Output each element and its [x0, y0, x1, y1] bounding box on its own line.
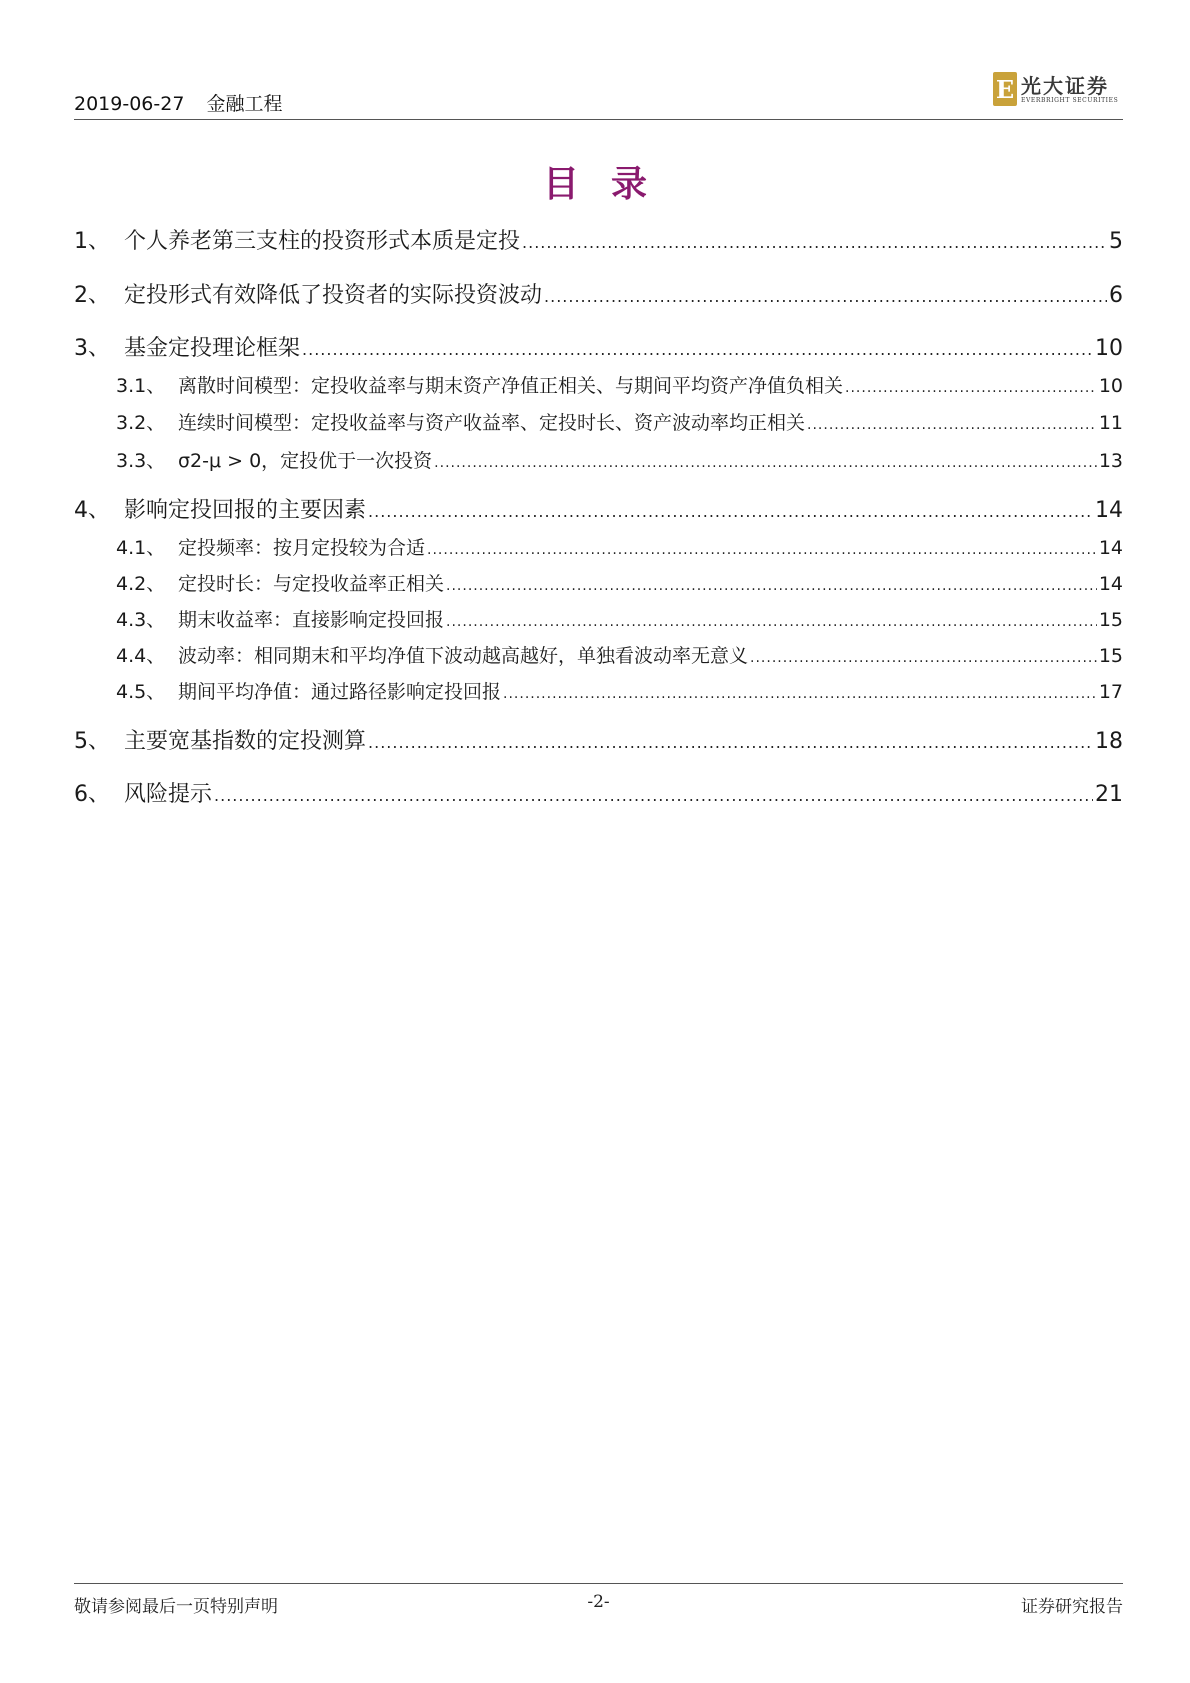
toc-text: 期间平均净值：通过路径影响定投回报: [178, 681, 502, 703]
toc-number: 3.1、: [116, 375, 166, 397]
toc-leader: [503, 686, 1097, 702]
toc-page-number: 13: [1098, 450, 1123, 472]
toc-number: 4.2、: [116, 573, 166, 595]
toc-leader: [302, 340, 1093, 359]
toc-leader: [522, 233, 1107, 252]
toc-text: 影响定投回报的主要因素: [124, 498, 367, 523]
toc-text: σ2-μ > 0，定投优于一次投资: [178, 450, 433, 472]
toc-entry-4-3[interactable]: [74, 605, 1123, 632]
footer-disclaimer: 敬请参阅最后一页特别声明: [74, 1597, 278, 1617]
toc-entry-3-3[interactable]: [74, 446, 1123, 473]
toc-number: 4.1、: [116, 537, 166, 559]
toc-number: 1、: [74, 229, 110, 254]
toc-page-number: 14: [1098, 537, 1123, 559]
header-divider: [74, 119, 1123, 120]
toc-page-number: 15: [1098, 645, 1123, 667]
toc-title: 目录: [542, 163, 679, 205]
toc-leader: [750, 650, 1097, 666]
svg-text:E: E: [995, 75, 1015, 104]
page-header: [74, 72, 1123, 120]
toc-text: 定投时长：与定投收益率正相关: [178, 573, 445, 595]
toc-entry-4-4[interactable]: [74, 641, 1123, 668]
toc-text: 波动率：相同期末和平均净值下波动越高越好，单独看波动率无意义: [178, 645, 749, 667]
toc-leader: [845, 380, 1097, 396]
toc-entry-3-1[interactable]: [74, 371, 1123, 398]
toc-leader: [214, 786, 1093, 805]
toc-leader: [446, 614, 1097, 630]
toc-entry-1[interactable]: [74, 224, 1123, 255]
footer-report-type: 证券研究报告: [1021, 1597, 1123, 1617]
toc-leader: [427, 542, 1097, 558]
everbright-logo-mark-icon: [993, 72, 1017, 106]
toc-page-number: 14: [1095, 498, 1123, 523]
toc-number: 2、: [74, 283, 110, 308]
toc-page-number: 21: [1095, 782, 1123, 807]
toc-page-number: 5: [1109, 229, 1123, 254]
toc-entry-3-2[interactable]: [74, 408, 1123, 435]
logo-english-name: EVERBRIGHT SECURITIES: [1021, 97, 1119, 104]
toc-number: 4、: [74, 498, 110, 523]
toc-page-number: 10: [1098, 375, 1123, 397]
toc-leader: [434, 455, 1097, 471]
toc-number: 4.3、: [116, 609, 166, 631]
toc-number: 6、: [74, 782, 110, 807]
toc-text: 风险提示: [124, 782, 213, 807]
toc-entry-4-1[interactable]: [74, 533, 1123, 560]
toc-leader: [368, 502, 1093, 521]
toc-entry-2[interactable]: [74, 278, 1123, 309]
toc-leader: [368, 733, 1093, 752]
toc-text: 个人养老第三支柱的投资形式本质是定投: [124, 229, 521, 254]
toc-text: 定投形式有效降低了投资者的实际投资波动: [124, 283, 543, 308]
toc-page-number: 17: [1098, 681, 1123, 703]
toc-entry-3[interactable]: [74, 331, 1123, 362]
report-category: 金融工程: [206, 93, 283, 115]
toc-page-number: 11: [1098, 412, 1123, 434]
everbright-logo: [993, 70, 1123, 110]
toc-number: 4.4、: [116, 645, 166, 667]
header-info: [74, 89, 282, 116]
toc-page-number: 15: [1098, 609, 1123, 631]
toc-entry-4-5[interactable]: [74, 677, 1123, 704]
toc-text: 定投频率：按月定投较为合适: [178, 537, 426, 559]
toc-text: 基金定投理论框架: [124, 336, 301, 361]
toc-page-number: 10: [1095, 336, 1123, 361]
toc-text: 期末收益率：直接影响定投回报: [178, 609, 445, 631]
toc-page-number: 6: [1109, 283, 1123, 308]
toc-page-number: 18: [1095, 729, 1123, 754]
toc-number: 3、: [74, 336, 110, 361]
footer-page-number: -2-: [587, 1592, 610, 1612]
toc-page-number: 14: [1098, 573, 1123, 595]
toc-leader: [544, 287, 1107, 306]
page-footer: [74, 1583, 1123, 1617]
toc-leader: [446, 578, 1097, 594]
toc-text: 离散时间模型：定投收益率与期末资产净值正相关、与期间平均资产净值负相关: [178, 375, 844, 397]
toc-number: 5、: [74, 729, 110, 754]
logo-chinese-name: 光大证券: [1021, 74, 1109, 98]
toc-number: 3.2、: [116, 412, 166, 434]
toc-entry-6[interactable]: [74, 777, 1123, 808]
toc-number: 4.5、: [116, 681, 166, 703]
toc-text: 连续时间模型：定投收益率与资产收益率、定投时长、资产波动率均正相关: [178, 412, 806, 434]
toc-leader: [807, 417, 1097, 433]
toc-number: 3.3、: [116, 450, 166, 472]
report-date: 2019-06-27: [74, 93, 185, 115]
toc-entry-4[interactable]: [74, 493, 1123, 524]
toc-text: 主要宽基指数的定投测算: [124, 729, 367, 754]
toc-entry-4-2[interactable]: [74, 569, 1123, 596]
toc-entry-5[interactable]: [74, 724, 1123, 755]
